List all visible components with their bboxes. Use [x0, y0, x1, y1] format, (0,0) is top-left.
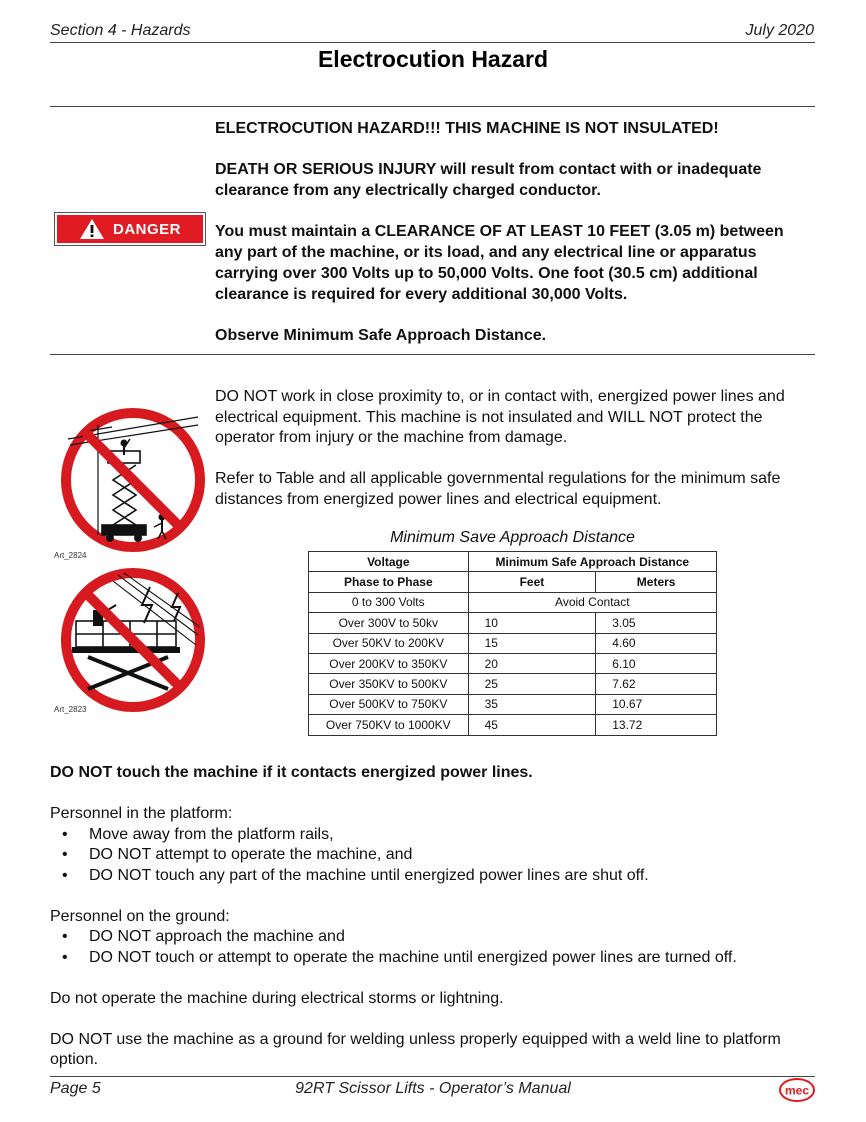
danger-label: DANGER: [112, 220, 181, 238]
contact-instructions: [50, 763, 820, 1091]
list-item: • DO NOT touch any part of the machine until energized power lines are shut off.: [50, 866, 820, 887]
table-row: [309, 613, 717, 633]
table-cell: Over 750KV to 1000KV: [309, 715, 469, 735]
warning-triangle-icon: [79, 218, 105, 240]
table-row: [309, 674, 717, 694]
ground-intro: Personnel on the ground:: [50, 907, 230, 925]
table-cell: 4.60: [596, 633, 717, 653]
table-header-cell: Minimum Safe Approach Distance: [468, 552, 716, 572]
table-header-row: [309, 552, 717, 572]
contact-heading: DO NOT touch the machine if it contacts energized power lines.: [50, 764, 533, 781]
table-cell: Over 50KV to 200KV: [309, 633, 469, 653]
table-row: [309, 592, 717, 612]
table-cell: 15: [468, 633, 596, 653]
table-cell: Over 300V to 50kv: [309, 613, 469, 633]
intro-paragraph-2: Refer to Table and all applicable governmental regulations for the minimum safe distances from energized power lines and electrical equipment.: [215, 470, 781, 508]
list-item: • DO NOT attempt to operate the machine, and: [50, 845, 820, 866]
prohibited-platform-lightning-illustration: [58, 565, 208, 715]
table-cell: 3.05: [596, 613, 717, 633]
table-header-cell: Phase to Phase: [309, 572, 469, 592]
table-header-cell: Voltage: [309, 552, 469, 572]
welding-text: DO NOT use the machine as a ground for welding unless properly equipped with a weld line to platform option.: [50, 1030, 781, 1068]
manual-title: 92RT Scissor Lifts - Operator’s Manual: [295, 1080, 571, 1097]
footer-divider: [50, 1076, 815, 1077]
table-cell: Over 350KV to 500KV: [309, 674, 469, 694]
table-cell: 45: [468, 715, 596, 735]
list-item: • DO NOT approach the machine and: [50, 927, 820, 948]
art-label-bottom: Art_2823: [54, 705, 87, 714]
table-cell: 13.72: [596, 715, 717, 735]
platform-list: [50, 825, 820, 887]
table-row: [309, 653, 717, 673]
title-divider: [50, 106, 815, 107]
danger-headline: ELECTROCUTION HAZARD!!! THIS MACHINE IS NOT INSULATED!: [215, 120, 719, 137]
art-label-top: Art_2824: [54, 551, 87, 560]
table-cell: 10: [468, 613, 596, 633]
table-cell: 10.67: [596, 694, 717, 714]
table-cell: 7.62: [596, 674, 717, 694]
table-header-cell: Feet: [468, 572, 596, 592]
safe-approach-distance-table: [308, 551, 717, 736]
mec-logo-icon: [778, 1076, 816, 1104]
danger-message: [215, 118, 815, 366]
table-row: [309, 715, 717, 735]
logo-text: mec: [784, 1083, 810, 1098]
table-row: [309, 633, 717, 653]
page-number: Page 5: [50, 1080, 101, 1097]
document-date: July 2020: [745, 22, 814, 39]
table-header-cell: Meters: [596, 572, 717, 592]
danger-divider: [50, 354, 815, 355]
platform-intro: Personnel in the platform:: [50, 805, 233, 822]
table-caption: Minimum Save Approach Distance: [390, 529, 635, 546]
table-cell: 20: [468, 653, 596, 673]
danger-injury-text: DEATH OR SERIOUS INJURY will result from contact with or inadequate clearance from any electrically charged conductor.: [215, 161, 762, 199]
danger-observe-text: Observe Minimum Safe Approach Distance.: [215, 327, 547, 344]
table-cell: 0 to 300 Volts: [309, 592, 469, 612]
list-item: • Move away from the platform rails,: [50, 825, 820, 846]
intro-text: [215, 387, 815, 531]
danger-badge: [55, 213, 205, 245]
table-row: [309, 694, 717, 714]
table-cell: Over 200KV to 350KV: [309, 653, 469, 673]
table-subheader-row: [309, 572, 717, 592]
table-cell: 25: [468, 674, 596, 694]
header-divider: [50, 42, 815, 43]
page-title: Electrocution Hazard: [317, 46, 549, 72]
table-cell: Over 500KV to 750KV: [309, 694, 469, 714]
list-item: • DO NOT touch or attempt to operate the machine until energized power lines are turned off.: [50, 948, 820, 969]
intro-paragraph-1: DO NOT work in close proximity to, or in contact with, energized power lines and electrical equipment. This machine is not insulated and WILL NOT protect the operator from injury or the machine from damage.: [215, 388, 785, 446]
table-cell: 35: [468, 694, 596, 714]
storms-text: Do not operate the machine during electrical storms or lightning.: [50, 989, 504, 1007]
table-cell: Avoid Contact: [468, 592, 716, 612]
table-cell: 6.10: [596, 653, 717, 673]
ground-list: [50, 927, 820, 968]
danger-clearance-text: You must maintain a CLEARANCE OF AT LEAST 10 FEET (3.05 m) between any part of the machine, or its load, and any electrical line or apparatus carrying over 300 Volts up to 50,000 Volts. One foot (30.5 cm) additional clearance is required for every additional 30,000 Volts.: [215, 223, 784, 303]
prohibited-lift-powerline-illustration: [58, 405, 208, 555]
section-header: Section 4 - Hazards: [50, 22, 191, 39]
